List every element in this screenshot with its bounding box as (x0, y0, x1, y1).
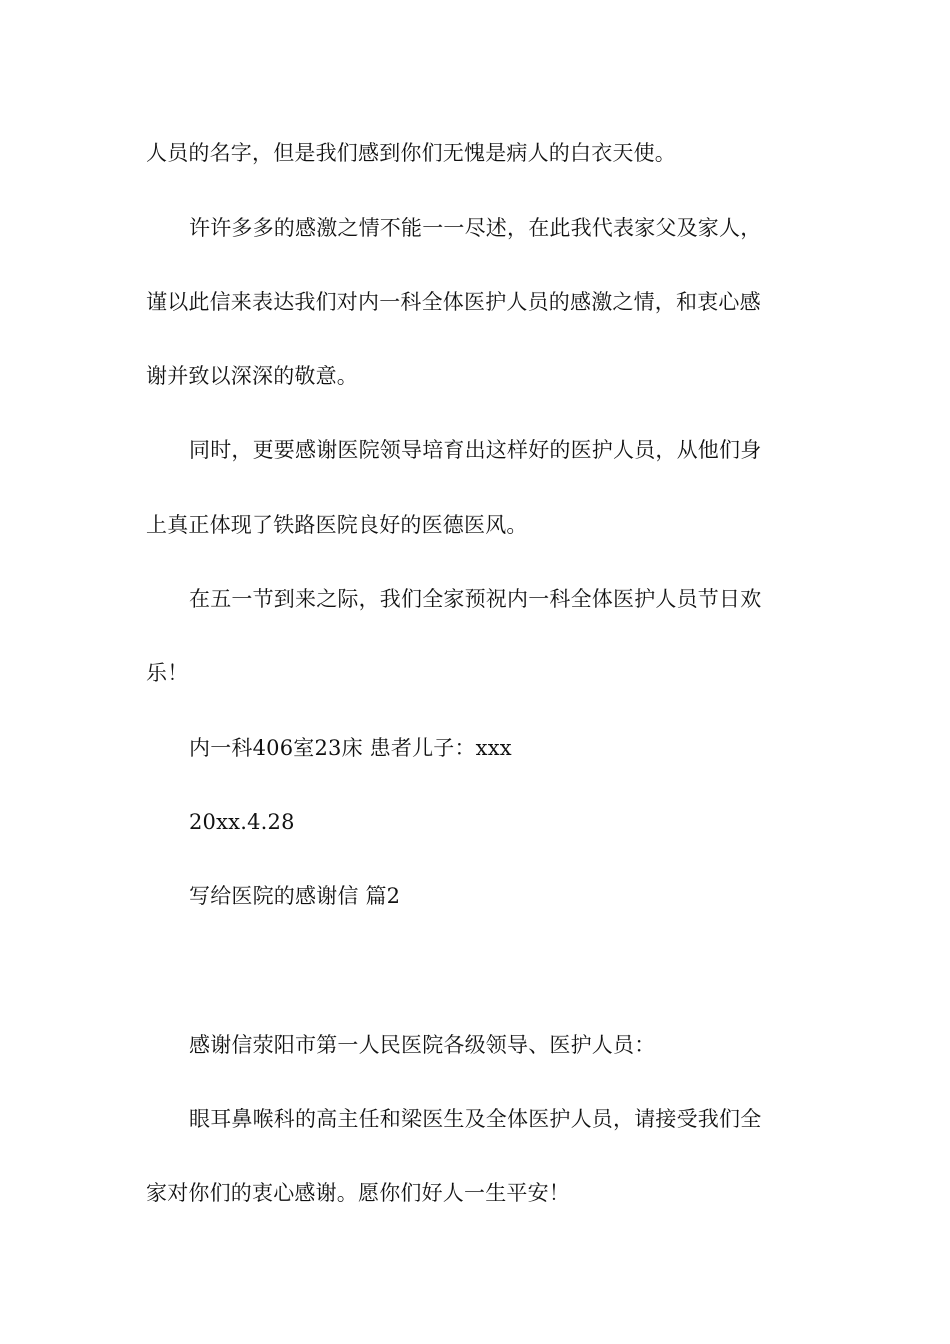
text-line: 人员的名字，但是我们感到你们无愧是病人的白衣天使。 (146, 141, 676, 165)
date-line: 20xx.4.28 (189, 810, 295, 834)
signature-line: 内一科406室23床 患者儿子：xxx (189, 736, 512, 760)
section-title: 写给医院的感谢信 篇2 (189, 884, 401, 908)
text-line: 同时，更要感谢医院领导培育出这样好的医护人员，从他们身 (189, 438, 762, 462)
text-line: 上真正体现了铁路医院良好的医德医风。 (146, 513, 528, 537)
text-line: 乐！ (146, 661, 189, 685)
salutation-line: 感谢信荥阳市第一人民医院各级领导、医护人员： (189, 1033, 656, 1057)
text-line: 谨以此信来表达我们对内一科全体医护人员的感激之情，和衷心感 (146, 290, 761, 314)
text-line: 谢并致以深深的敬意。 (146, 364, 358, 388)
text-line: 眼耳鼻喉科的高主任和梁医生及全体医护人员，请接受我们全 (189, 1107, 762, 1131)
text-line: 在五一节到来之际，我们全家预祝内一科全体医护人员节日欢 (189, 587, 762, 611)
text-line: 家对你们的衷心感谢。愿你们好人一生平安！ (146, 1181, 570, 1205)
text-line: 许许多多的感激之情不能一一尽述，在此我代表家父及家人， (189, 216, 762, 240)
